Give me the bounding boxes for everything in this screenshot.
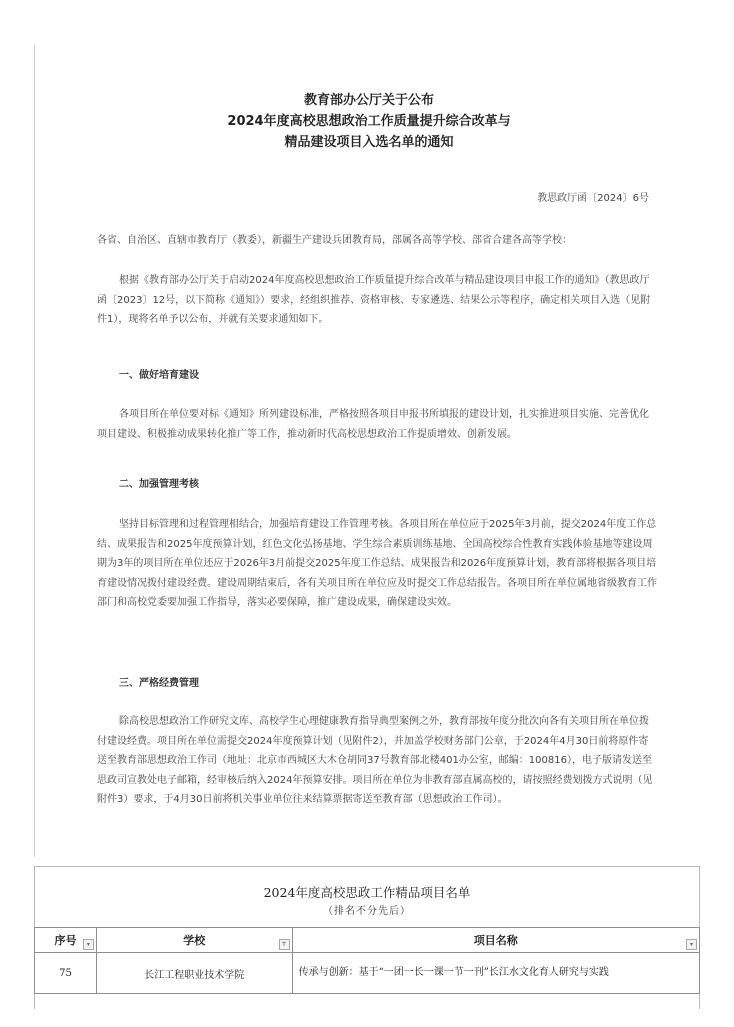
project-table [34, 927, 700, 994]
section-2-heading: 二、加强管理考核 [119, 479, 199, 490]
section-2-body: 坚持目标管理和过程管理相结合，加强培育建设工作管理考核。各项目所在单位应于2025年3月前，提交2024年度工作总结、成果报告和2025年度预算计划，红色文化弘扬基地、学生综合素质训练基地、全国高校综合性教育实践体验基地等建设周期为3年的项目所在单位还应于2026年3月前提交2025年度工作总结、成果报告和2026年度预算计划，教育部将根据各项目培育建设情况拨付建设经费。建设周期结束后，各有关项目所在单位应及时提交工作总结报告。各项目所在单位属地省级教育工作部门和高校党委要加强工作指导，落实必要保障，推广建设成果，确保建设实效。 [97, 519, 657, 608]
header-school [96, 928, 292, 953]
title-line-1: 教育部办公厅关于公布 [303, 93, 434, 108]
table-header-row [35, 928, 700, 953]
header-project [292, 928, 699, 953]
intro-paragraph: 根据《教育部办公厅关于启动2024年度高校思想政治工作质量提升综合改革与精品建设项目申报工作的通知》（教思政厅函〔2023〕12号，以下简称《通知》）要求，经组织推荐、资格审核、专家遴选、结果公示等程序，确定相关项目入选（见附件1），现将名单予以公布，并就有关要求通知如下。 [97, 275, 651, 325]
title-line-3: 精品建设项目入选名单的通知 [284, 135, 454, 150]
cell-index: 75 [35, 953, 97, 994]
section-1-body: 各项目所在单位要对标《通知》所列建设标准，严格按照各项目申报书所填报的建设计划，扎实推进项目实施、完善优化项目建设、积极推动成果转化推广等工作，推动新时代高校思想政治工作提质增效、创新发展。 [97, 409, 649, 440]
header-project-label: 项目名称 [473, 934, 518, 947]
notice-document [34, 45, 703, 857]
document-number: 教思政厅函〔2024〕6号 [537, 193, 649, 204]
table-subtitle: （排名不分先后） [323, 906, 411, 917]
cell-school: 长江工程职业技术学院 [96, 953, 292, 994]
header-index-label: 序号 [54, 934, 77, 947]
cell-project-name: 传承与创新：基于“一团一长一课一节一刊”长江水文化育人研究与实践 [292, 953, 699, 994]
filter-active-icon[interactable]: ⊤ [279, 939, 290, 950]
header-school-label: 学校 [183, 934, 206, 947]
filter-dropdown-icon[interactable]: ▾ [83, 939, 94, 950]
notice-title [35, 90, 703, 153]
section-3-heading: 三、严格经费管理 [119, 678, 199, 689]
table-title: 2024年度高校思政工作精品项目名单 [263, 885, 471, 900]
header-index [35, 928, 97, 953]
section-1-heading: 一、做好培育建设 [119, 370, 199, 381]
table-row [35, 953, 700, 994]
addressee: 各省、自治区、直辖市教育厅（教委），新疆生产建设兵团教育局，部属各高等学校、部省合建各高等学校： [97, 235, 572, 246]
project-list-table-panel [34, 866, 700, 1009]
section-3-body: 除高校思想政治工作研究文库、高校学生心理健康教育指导典型案例之外，教育部按年度分批次向各有关项目所在单位拨付建设经费。项目所在单位需提交2024年度预算计划（见附件2），并加盖学校财务部门公章，于2024年4月30日前将原件寄送至教育部思想政治工作司（地址：北京市西城区大木仓胡同37号教育部北楼401办公室，邮编：100816），电子版请发送至思政司宣教处电子邮箱，经审核后纳入2024年预算安排。项目所在单位为非教育部直属高校的，请按照经费划拨方式说明（见附件3）要求，于4月30日前将机关事业单位往来结算票据寄送至教育部（思想政治工作司）。 [97, 716, 653, 805]
filter-dropdown-icon[interactable]: ▾ [686, 939, 697, 950]
title-line-2: 2024年度高校思想政治工作质量提升综合改革与 [227, 114, 511, 129]
